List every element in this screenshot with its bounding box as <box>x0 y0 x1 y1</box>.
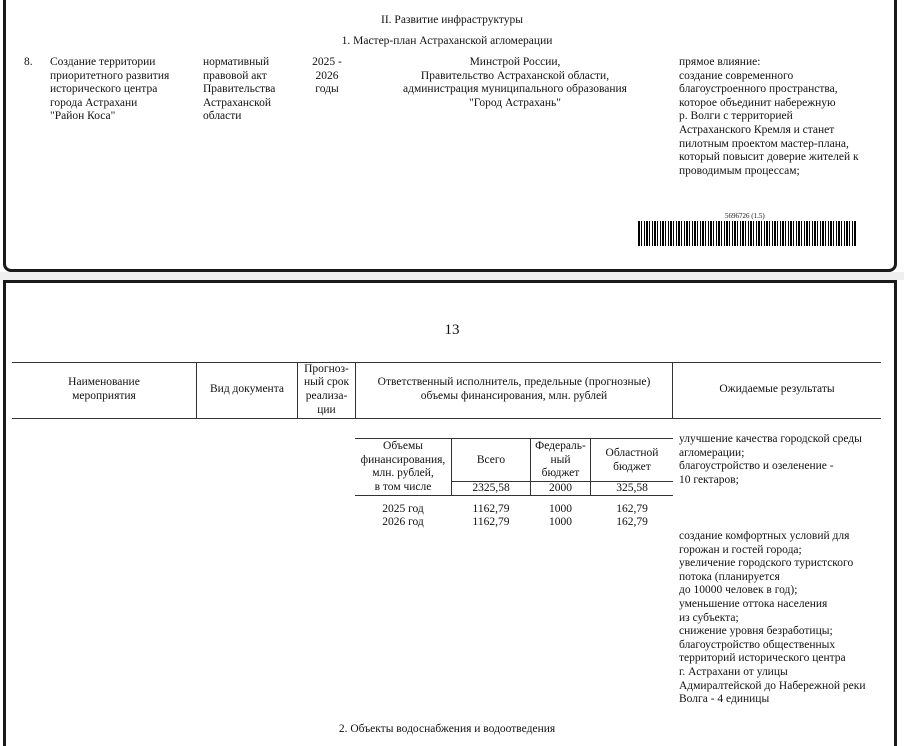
expected-results-top: прямое влияние: создание современного благоустроенного пространства, которое объединит набережную р. Волги с территорией Астраханского Кремля и станет пилотным проектом мастер-плана, который повысит доверие жителей к проводимым процессам; <box>679 56 859 177</box>
page-number: 13 <box>444 322 460 338</box>
finance-2025-total: 1162,79 <box>472 503 510 515</box>
barcode-image <box>638 221 856 246</box>
header-results: Ожидаемые результаты <box>719 383 835 396</box>
row-number: 8. <box>24 56 33 68</box>
page-separator <box>0 272 904 280</box>
finance-col-federal: Федераль- ный бюджет <box>535 440 586 480</box>
realization-term: 2025 - 2026 годы <box>312 56 342 96</box>
section-title: II. Развитие инфраструктуры <box>381 14 523 26</box>
measure-name: Создание территории приоритетного развития исторического центра города Астрахани "Район Коса" <box>50 56 170 123</box>
finance-top-line <box>355 438 673 439</box>
finance-label: Объемы финансирования, млн. рублей, в том числе <box>360 440 446 493</box>
finance-total-sum: 2325,58 <box>472 482 510 494</box>
document-type: нормативный правовой акт Правительства Астраханской области <box>203 56 276 123</box>
header-term: Прогноз- ный срок реализа- ции <box>303 362 350 416</box>
header-bottom-line <box>12 418 881 419</box>
expected-results-block-2: создание комфортных условий для горожан и гостей города; увеличение городского туристского потока (планируется до 10000 человек в год); уменьшение оттока населения из субъекта; снижение уровня безработицы; благоустройство общественных территорий исторического центра г. Астрахани от улицы Адмиралтейской до Набережной реки Волга - 4 единицы <box>679 530 866 706</box>
finance-year-2026: 2026 год <box>382 516 424 528</box>
finance-2026-federal: 1000 <box>549 516 572 528</box>
finance-2025-federal: 1000 <box>549 503 572 515</box>
expected-results-block-1: улучшение качества городской среды агломерации; благоустройство и озеленение - 10 гектаров; <box>679 433 862 486</box>
finance-2026-regional: 162,79 <box>616 516 648 528</box>
subsection-title-1: 1. Мастер-план Астраханской агломерации <box>341 35 553 47</box>
header-executor: Ответственный исполнитель, предельные (прогнозные) объемы финансирования, млн. рублей <box>377 376 651 402</box>
finance-col-total: Всего <box>476 454 506 466</box>
finance-total-regional: 325,58 <box>616 482 648 494</box>
finance-year-2025: 2025 год <box>382 503 424 515</box>
finance-col-regional: Областной бюджет <box>605 447 659 473</box>
finance-2025-regional: 162,79 <box>616 503 648 515</box>
barcode-number: 5696726 (1.5) <box>725 212 765 220</box>
finance-total-federal: 2000 <box>549 482 572 494</box>
responsible-executors: Минстрой России, Правительство Астраханской области, администрация муниципального образования "Город Астрахань" <box>403 56 627 109</box>
subsection-title-2: 2. Объекты водоснабжения и водоотведения <box>338 723 556 735</box>
finance-2026-total: 1162,79 <box>472 516 510 528</box>
header-measure-name: Наименование мероприятия <box>68 376 140 402</box>
header-document-type: Вид документа <box>210 383 284 396</box>
